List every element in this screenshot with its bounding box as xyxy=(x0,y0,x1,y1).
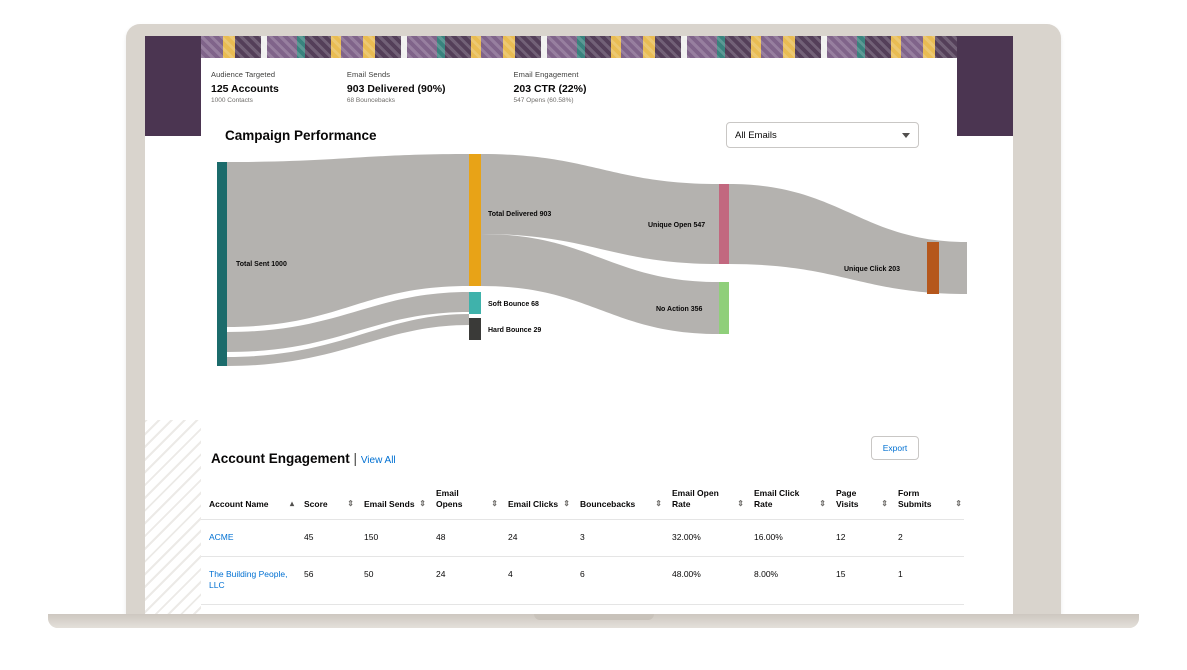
sort-icon: ⇕ xyxy=(737,499,744,509)
cell-score: 56 xyxy=(296,556,356,604)
column-header-email-click-rate[interactable] xyxy=(746,484,828,520)
cell-email-sends: 50 xyxy=(356,556,428,604)
email-filter-value: All Emails xyxy=(735,129,777,141)
sankey-node-total-delivered[interactable] xyxy=(469,154,481,286)
sankey-links xyxy=(227,154,967,366)
sankey-label-unique-click: Unique Click 203 xyxy=(844,266,901,273)
kpi-row xyxy=(201,58,957,108)
cell-form-submits: 2 xyxy=(890,520,964,556)
table-row xyxy=(201,556,964,604)
sort-icon: ⇕ xyxy=(655,499,662,509)
column-header-form-submits[interactable] xyxy=(890,484,964,520)
column-label: Account Name xyxy=(209,498,269,509)
cell-email-sends: 150 xyxy=(356,520,428,556)
cell-email-open-rate: 32.00% xyxy=(664,520,746,556)
table-header-row xyxy=(201,484,964,520)
sankey-node-hard-bounce[interactable] xyxy=(469,318,481,340)
decorative-purple-right xyxy=(957,36,1013,136)
cell-bouncebacks: 3 xyxy=(572,520,664,556)
app-window xyxy=(201,58,962,614)
cell-email-opens: 24 xyxy=(428,556,500,604)
sort-icon: ⇕ xyxy=(347,499,354,509)
sort-ascending-icon: ▴ xyxy=(289,499,294,509)
email-filter-select[interactable] xyxy=(726,122,919,148)
cell-page-visits: 15 xyxy=(828,556,890,604)
kpi-sub: 1000 Contacts xyxy=(211,97,253,104)
column-header-account-name[interactable] xyxy=(201,484,296,520)
cell-email-click-rate: 8.00% xyxy=(746,556,828,604)
column-header-score[interactable] xyxy=(296,484,356,520)
cell-account-name xyxy=(201,520,296,556)
kpi-label: Email Sends xyxy=(346,70,391,79)
kpi-sub: 68 Bouncebacks xyxy=(346,97,395,104)
cell-account-name xyxy=(201,556,296,604)
column-label: Score xyxy=(304,498,328,509)
sankey-node-no-action[interactable] xyxy=(719,282,729,334)
column-header-email-open-rate[interactable] xyxy=(664,484,746,520)
cell-email-click-rate: 16.00% xyxy=(746,520,828,556)
laptop-notch xyxy=(534,614,654,620)
column-header-email-opens[interactable] xyxy=(428,484,500,520)
sort-icon: ⇕ xyxy=(819,499,826,509)
cell-bouncebacks: 6 xyxy=(572,556,664,604)
sankey-label-unique-open: Unique Open 547 xyxy=(648,222,706,229)
column-label: Form Submits xyxy=(898,488,932,509)
sankey-node-soft-bounce[interactable] xyxy=(469,292,481,314)
cell-email-clicks: 24 xyxy=(500,520,572,556)
kpi-value: 125 Accounts xyxy=(211,83,279,95)
decorative-texture-strip xyxy=(145,420,201,614)
campaign-performance-header xyxy=(201,108,957,148)
view-all-link[interactable]: View All xyxy=(360,455,396,466)
column-label: Email Click Rate xyxy=(754,488,800,509)
table-row xyxy=(201,520,964,556)
account-engagement-header xyxy=(201,426,957,466)
column-header-email-sends[interactable] xyxy=(356,484,428,520)
sort-icon: ⇕ xyxy=(881,499,888,509)
kpi-email-sends xyxy=(347,70,446,104)
kpi-value: 903 Delivered (90%) xyxy=(346,83,446,95)
sankey-label-soft-bounce: Soft Bounce 68 xyxy=(488,301,539,308)
title-separator: | xyxy=(353,451,358,466)
cell-form-submits: 1 xyxy=(890,556,964,604)
kpi-sub: 547 Opens (60.58%) xyxy=(513,97,574,104)
sankey-node-unique-open[interactable] xyxy=(719,184,729,264)
cell-score: 45 xyxy=(296,520,356,556)
sort-icon: ⇕ xyxy=(955,499,962,509)
column-label: Bouncebacks xyxy=(580,498,636,509)
column-label: Email Opens xyxy=(436,488,463,509)
kpi-audience-targeted xyxy=(211,70,279,104)
account-engagement-table xyxy=(201,484,964,605)
account-link[interactable]: The Building People, LLC xyxy=(209,568,288,591)
cell-email-clicks: 4 xyxy=(500,556,572,604)
sort-icon: ⇕ xyxy=(491,499,498,509)
account-link[interactable]: ACME xyxy=(209,532,234,543)
sort-icon: ⇕ xyxy=(563,499,570,509)
account-engagement-title xyxy=(211,451,396,466)
column-label: Email Sends xyxy=(364,498,415,509)
column-label: Email Open Rate xyxy=(672,488,719,509)
cell-email-open-rate: 48.00% xyxy=(664,556,746,604)
chevron-down-icon xyxy=(902,133,910,138)
sankey-svg xyxy=(211,154,947,426)
sankey-label-total-sent: Total Sent 1000 xyxy=(236,261,287,268)
column-header-page-visits[interactable] xyxy=(828,484,890,520)
decorative-pattern-band xyxy=(201,36,957,58)
account-engagement-title-text: Account Engagement xyxy=(211,451,350,466)
column-header-email-clicks[interactable] xyxy=(500,484,572,520)
sankey-chart xyxy=(211,154,947,426)
sankey-node-total-sent[interactable] xyxy=(217,162,227,366)
sankey-label-total-delivered: Total Delivered 903 xyxy=(488,211,552,218)
kpi-email-engagement xyxy=(514,70,587,104)
sort-icon: ⇕ xyxy=(419,499,426,509)
column-label: Page Visits xyxy=(836,488,859,509)
sankey-label-hard-bounce: Hard Bounce 29 xyxy=(488,327,542,334)
kpi-label: Email Engagement xyxy=(513,70,579,79)
decorative-purple-left xyxy=(145,36,201,136)
column-label: Email Clicks xyxy=(508,498,559,509)
sankey-node-unique-click[interactable] xyxy=(927,242,939,294)
cell-email-opens: 48 xyxy=(428,520,500,556)
kpi-label: Audience Targeted xyxy=(211,70,276,79)
page-title: Campaign Performance xyxy=(225,127,377,143)
column-header-bouncebacks[interactable] xyxy=(572,484,664,520)
sankey-label-no-action: No Action 356 xyxy=(656,306,703,313)
export-button[interactable]: Export xyxy=(871,436,919,460)
kpi-value: 203 CTR (22%) xyxy=(513,83,587,95)
cell-page-visits: 12 xyxy=(828,520,890,556)
